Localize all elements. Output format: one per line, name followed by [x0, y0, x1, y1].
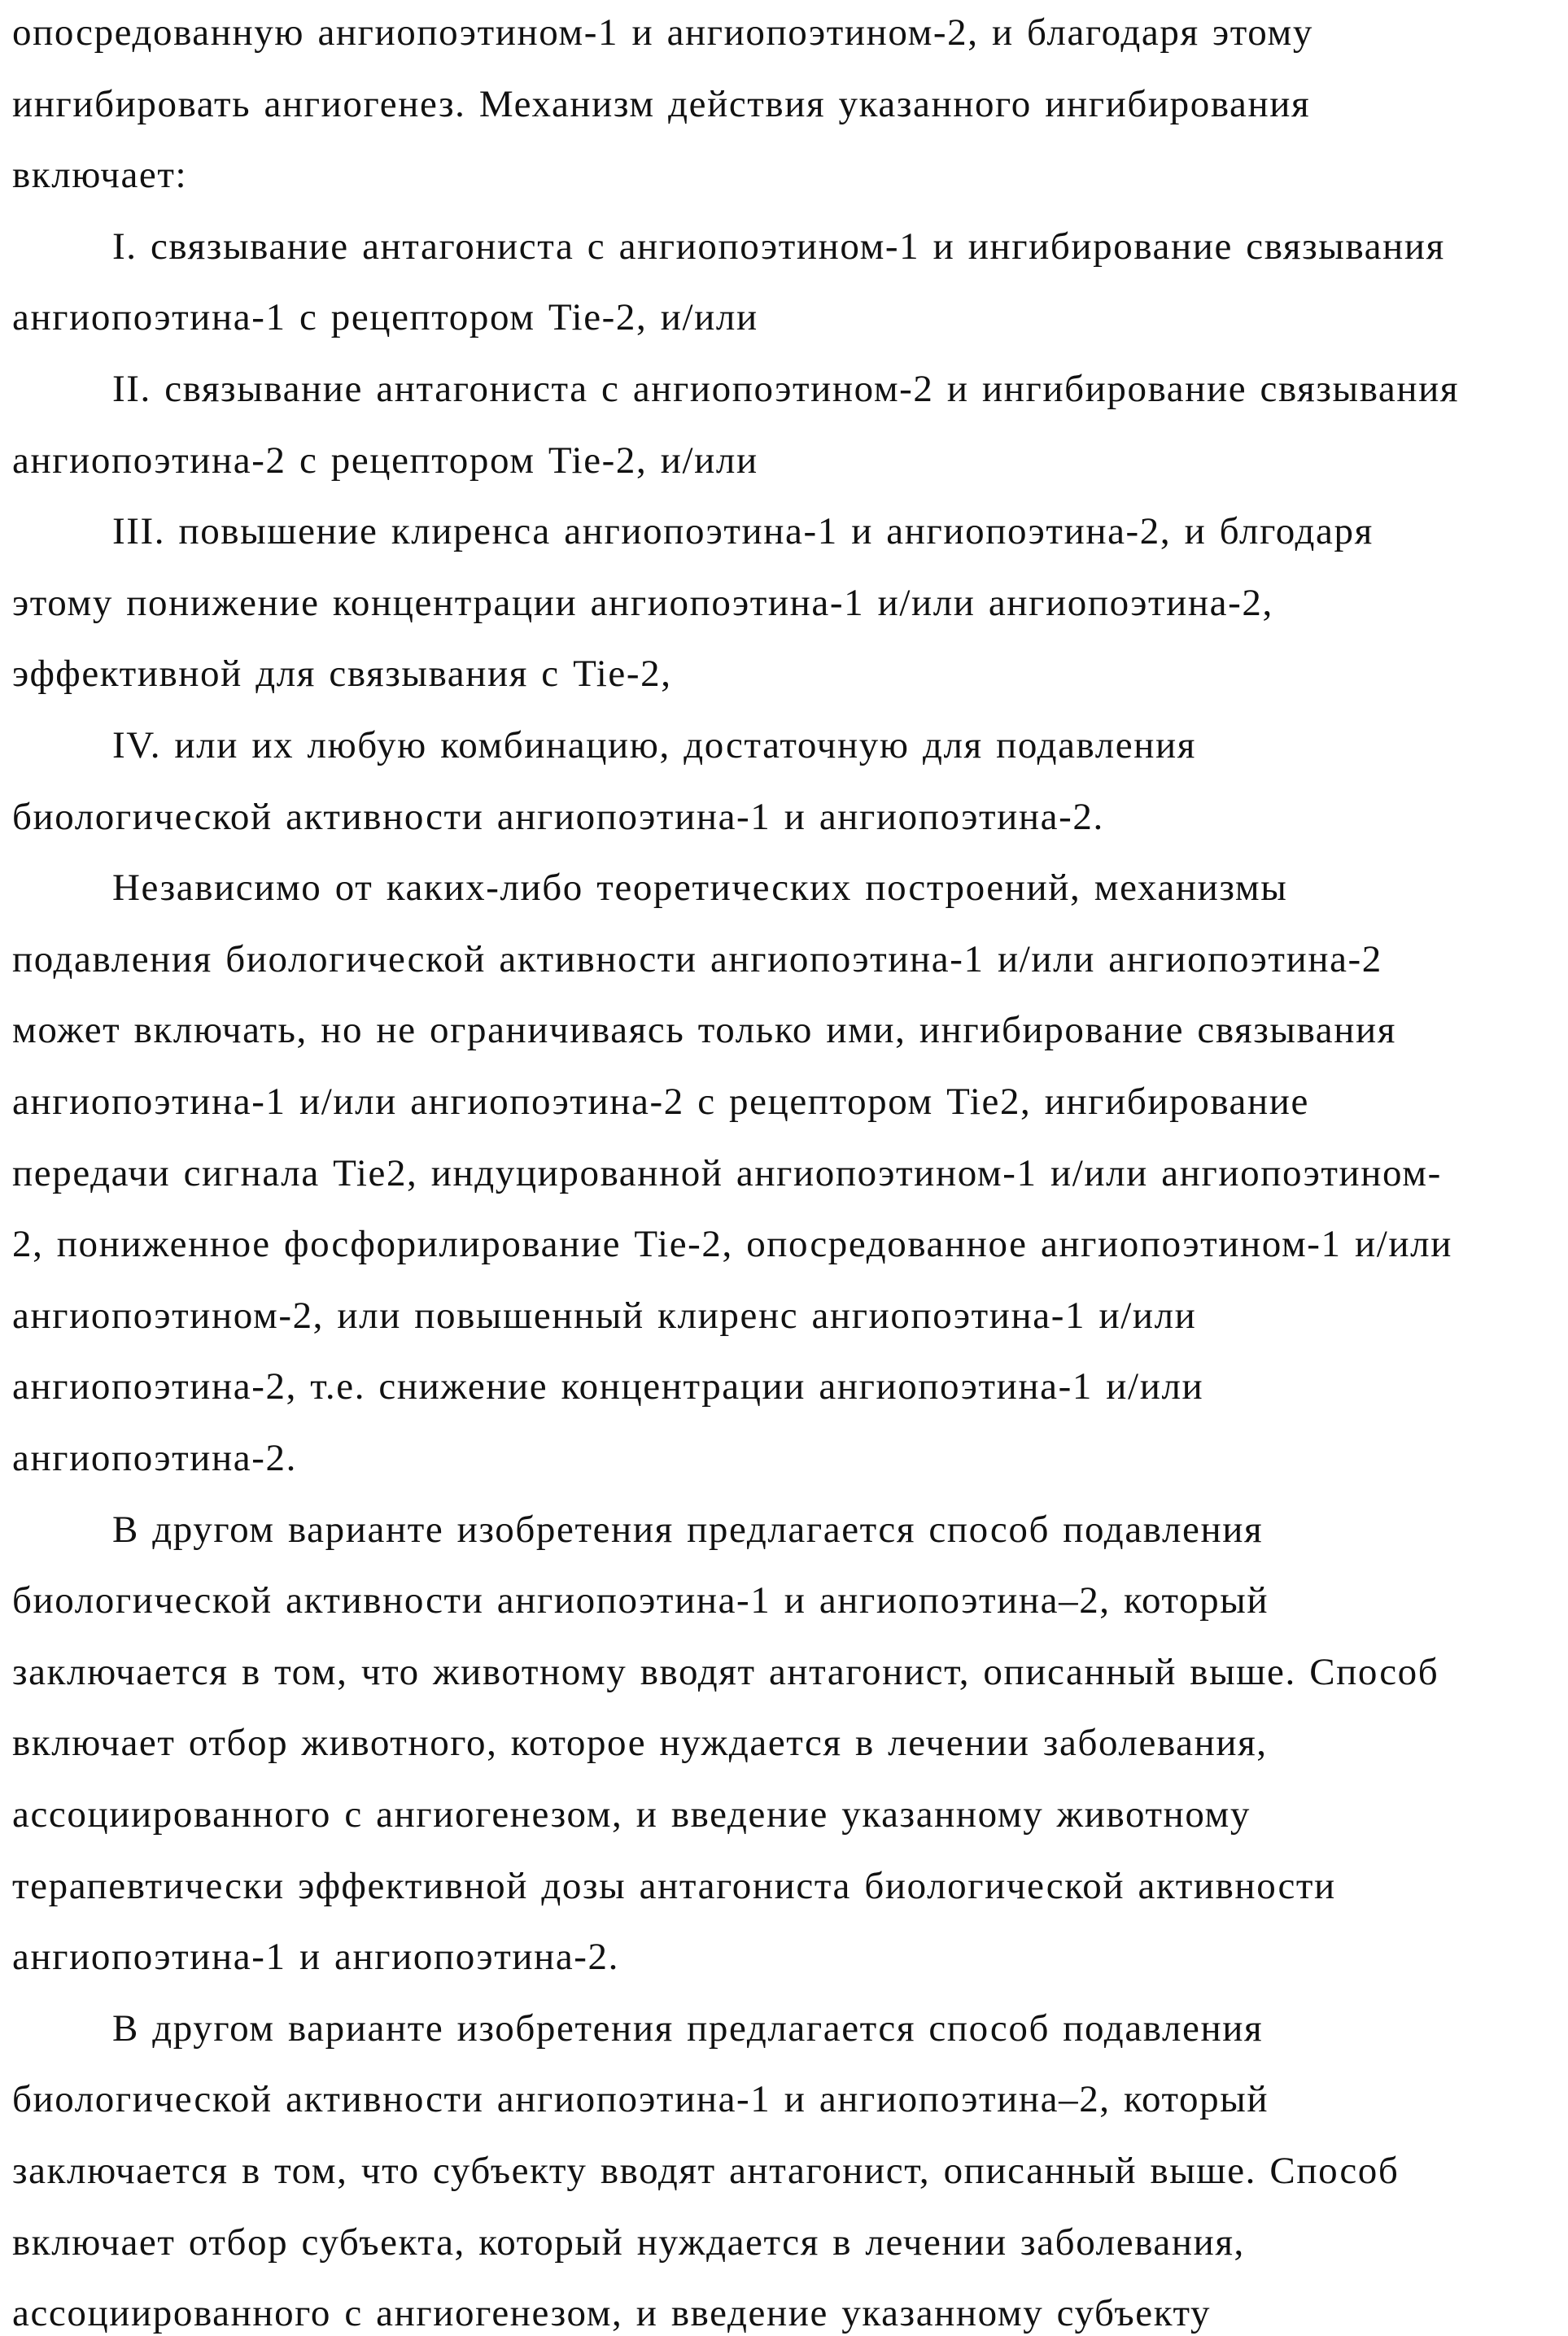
- text-line: эффективной для связывания с Tie-2,: [12, 651, 672, 696]
- text-line: ангиопоэтином-2, или повышенный клиренс ангиопоэтина-1 и/или: [12, 1293, 1196, 1338]
- text-line: В другом варианте изобретения предлагается способ подавления: [112, 2006, 1263, 2051]
- text-line: ассоциированного с ангиогенезом, и введение указанному субъекту: [12, 2290, 1211, 2336]
- text-line: II. связывание антагониста с ангиопоэтином-2 и ингибирование связывания: [112, 366, 1459, 412]
- text-line: ангиопоэтина-2.: [12, 1435, 297, 1481]
- text-line: биологической активности ангиопоэтина-1 и ангиопоэтина–2, который: [12, 2076, 1269, 2122]
- text-line: I. связывание антагониста с ангиопоэтином-1 и ингибирование связывания: [112, 224, 1445, 269]
- text-line: III. повышение клиренса ангиопоэтина-1 и ангиопоэтина-2, и блгодаря: [112, 509, 1374, 554]
- text-line: ангиопоэтина-1 и ангиопоэтина-2.: [12, 1934, 619, 1980]
- text-line: 2, пониженное фосфорилирование Tie-2, опосредованное ангиопоэтином-1 и/или: [12, 1221, 1452, 1267]
- text-line: заключается в том, что субъекту вводят антагонист, описанный выше. Способ: [12, 2148, 1399, 2194]
- text-line: может включать, но не ограничиваясь только ими, ингибирование связывания: [12, 1007, 1396, 1053]
- text-line: биологической активности ангиопоэтина-1 и ангиопоэтина-2.: [12, 794, 1104, 840]
- text-line: включает отбор животного, которое нуждается в лечении заболевания,: [12, 1720, 1268, 1766]
- text-line: ассоциированного с ангиогенезом, и введение указанному животному: [12, 1792, 1251, 1837]
- text-line: опосредованную ангиопоэтином-1 и ангиопоэтином-2, и благодаря этому: [12, 10, 1313, 55]
- text-line: Независимо от каких-либо теоретических построений, механизмы: [112, 865, 1287, 910]
- text-line: заключается в том, что животному вводят антагонист, описанный выше. Способ: [12, 1649, 1439, 1695]
- text-line: терапевтически эффективной дозы антагониста биологической активности: [12, 1863, 1336, 1909]
- text-line: включает:: [12, 152, 187, 198]
- text-line: ангиопоэтина-1 и/или ангиопоэтина-2 с рецептором Tie2, ингибирование: [12, 1079, 1309, 1124]
- text-line: ангиопоэтина-1 с рецептором Tie-2, и/или: [12, 295, 758, 340]
- text-line: ингибировать ангиогенез. Механизм действия указанного ингибирования: [12, 81, 1310, 127]
- text-line: передачи сигнала Tie2, индуцированной ангиопоэтином-1 и/или ангиопоэтином-: [12, 1151, 1442, 1196]
- text-line: IV. или их любую комбинацию, достаточную для подавления: [112, 723, 1196, 768]
- text-line: подавления биологической активности ангиопоэтина-1 и/или ангиопоэтина-2: [12, 937, 1382, 982]
- text-line: биологической активности ангиопоэтина-1 и ангиопоэтина–2, который: [12, 1578, 1269, 1623]
- text-line: ангиопоэтина-2, т.е. снижение концентрации ангиопоэтина-1 и/или: [12, 1364, 1203, 1409]
- text-line: этому понижение концентрации ангиопоэтина-1 и/или ангиопоэтина-2,: [12, 580, 1273, 626]
- text-line: включает отбор субъекта, который нуждается в лечении заболевания,: [12, 2220, 1245, 2265]
- document-page: [0, 0, 1568, 2335]
- text-line: В другом варианте изобретения предлагается способ подавления: [112, 1507, 1263, 1552]
- text-line: ангиопоэтина-2 с рецептором Tie-2, и/или: [12, 438, 758, 483]
